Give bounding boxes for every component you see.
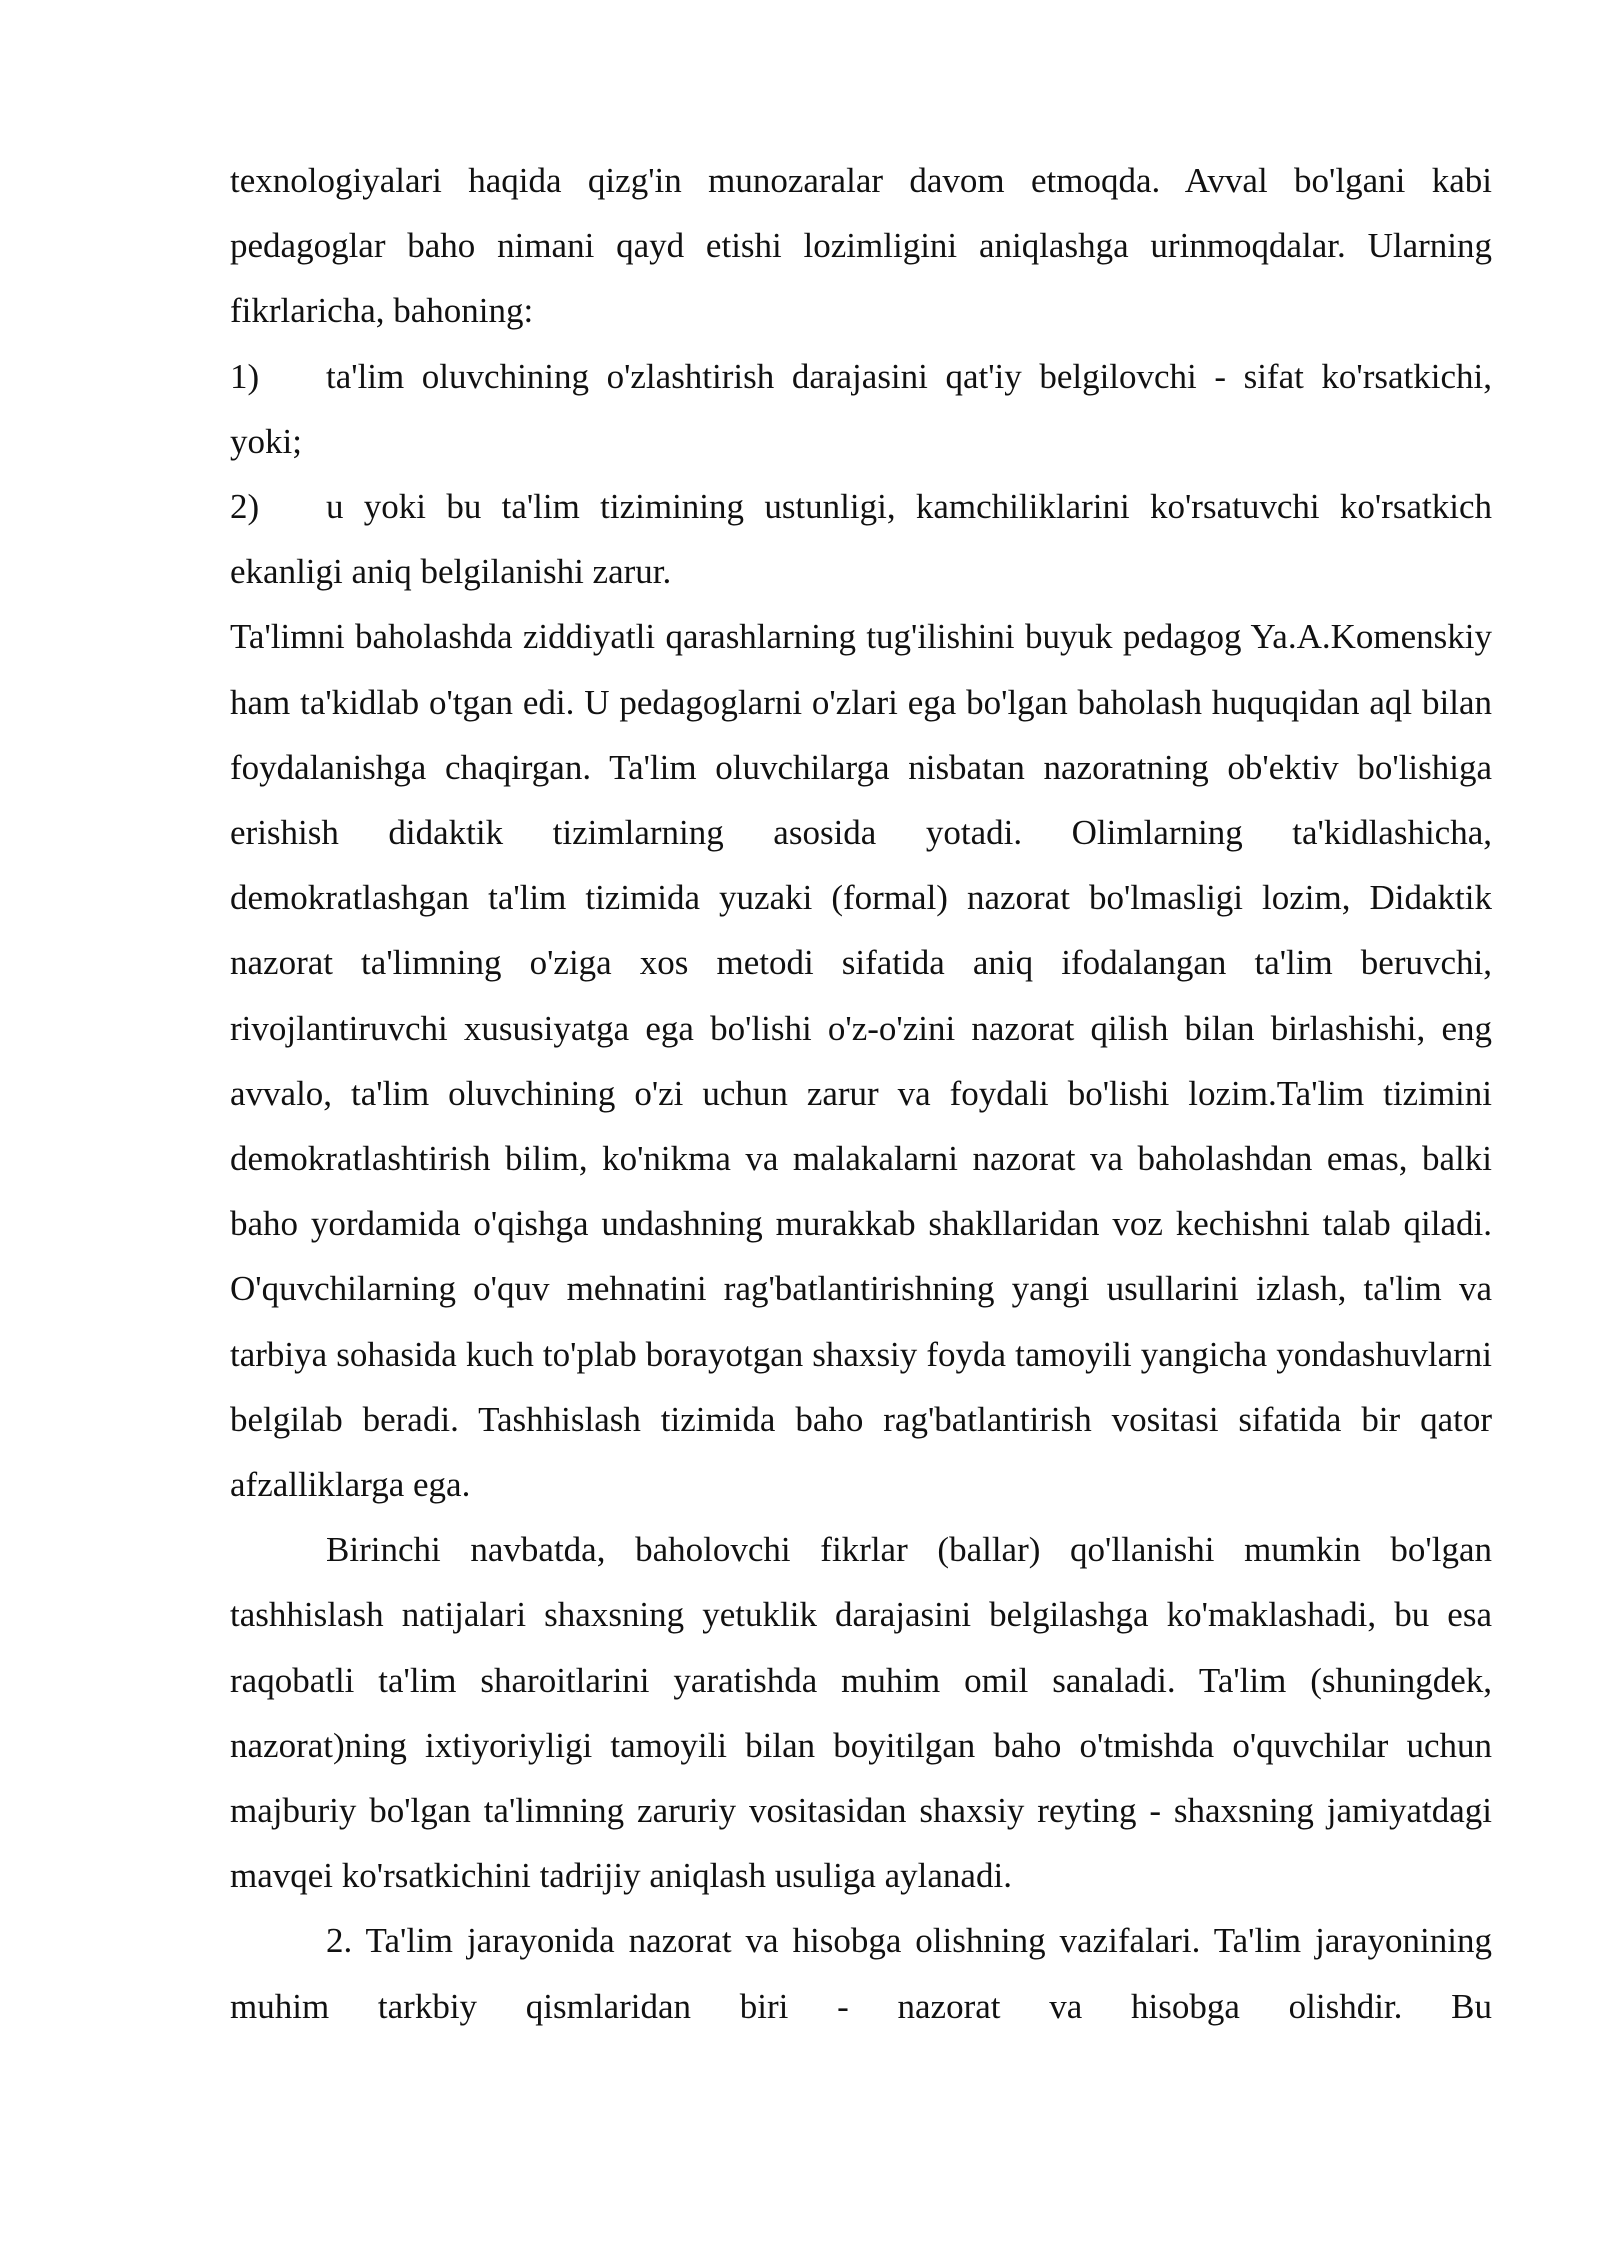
indented-paragraph-2: 2. Ta'lim jarayonida nazorat va hisobga olishning vazifalari. Ta'lim jarayonining muhim tarkbiy qismlaridan biri - nazorat va hisobga olishdir. Bu <box>230 1921 1492 2026</box>
list-text-2: u yoki bu ta'lim tizimining ustunligi, kamchiliklarini ko'rsatuvchi ko'rsatkich ekanligi aniq belgilanishi zarur. <box>230 487 1492 592</box>
intro-paragraph: texnologiyalari haqida qizg'in munozaralar davom etmoqda. Avval bo'lgani kabi pedagoglar baho nimani qayd etishi lozimligini aniqlashga urinmoqdalar. Ularning fikrlaricha, bahoning: <box>230 161 1492 331</box>
body-paragraph: Ta'limni baholashda ziddiyatli qarashlarning tug'ilishini buyuk pedagog Ya.A.Komenskiy ham ta'kidlab o'tgan edi. U pedagoglarni o'zlari ega bo'lgan baholash huquqidan aql bilan foydalanishga chaqirgan. Ta'lim oluvchilarga nisbatan nazoratning ob'ektiv bo'lishiga erishish didaktik tizimlarning asosida yotadi. Olimlarning ta'kidlashicha, demokratlashgan ta'lim tizimida yuzaki (formal) nazorat bo'lmasligi lozim, Didaktik nazorat ta'limning o'ziga xos metodi sifatida aniq ifodalangan ta'lim beruvchi, rivojlantiruvchi xususiyatga ega bo'lishi o'z-o'zini nazorat qilish bilan birlashishi, eng avvalo, ta'lim oluvchining o'zi uchun zarur va foydali bo'lishi lozim.Ta'lim tizimini demokratlashtirish bilim, ko'nikma va malakalarni nazorat va baholashdan emas, balki baho yordamida o'qishga undashning murakkab shakllaridan voz kechishni talab qiladi. O'quvchilarning o'quv mehnatini rag'batlantirishning yangi usullarini izlash, ta'lim va tarbiya sohasida kuch to'plab borayotgan shaxsiy foyda tamoyili yangicha yondashuvlarni belgilab beradi. Tashhislash tizimida baho rag'batlantirish vositasi sifatida bir qator afzalliklarga ega. <box>230 617 1492 1505</box>
list-number-2: 2) <box>230 487 260 527</box>
list-item-1 <box>230 344 1492 474</box>
list-number-1: 1) <box>230 356 260 396</box>
list-item-2 <box>230 474 1492 604</box>
list-text-1: ta'lim oluvchining o'zlashtirish darajasini qat'iy belgilovchi - sifat ko'rsatkichi, yoki; <box>230 356 1492 461</box>
page-content <box>230 148 1492 2039</box>
indented-paragraph-1: Birinchi navbatda, baholovchi fikrlar (ballar) qo'llanishi mumkin bo'lgan tashhislash natijalari shaxsning yetuklik darajasini belgilashga ko'maklashadi, bu esa raqobatli ta'lim sharoitlarini yaratishda muhim omil sanaladi. Ta'lim (shuningdek, nazorat)ning ixtiyoriyligi tamoyili bilan boyitilgan baho o'tmishda o'quvchilar uchun majburiy bo'lgan ta'limning zaruriy vositasidan shaxsiy reyting - shaxsning jamiyatdagi mavqei ko'rsatkichini tadrijiy aniqlash usuliga aylanadi. <box>230 1530 1492 1896</box>
